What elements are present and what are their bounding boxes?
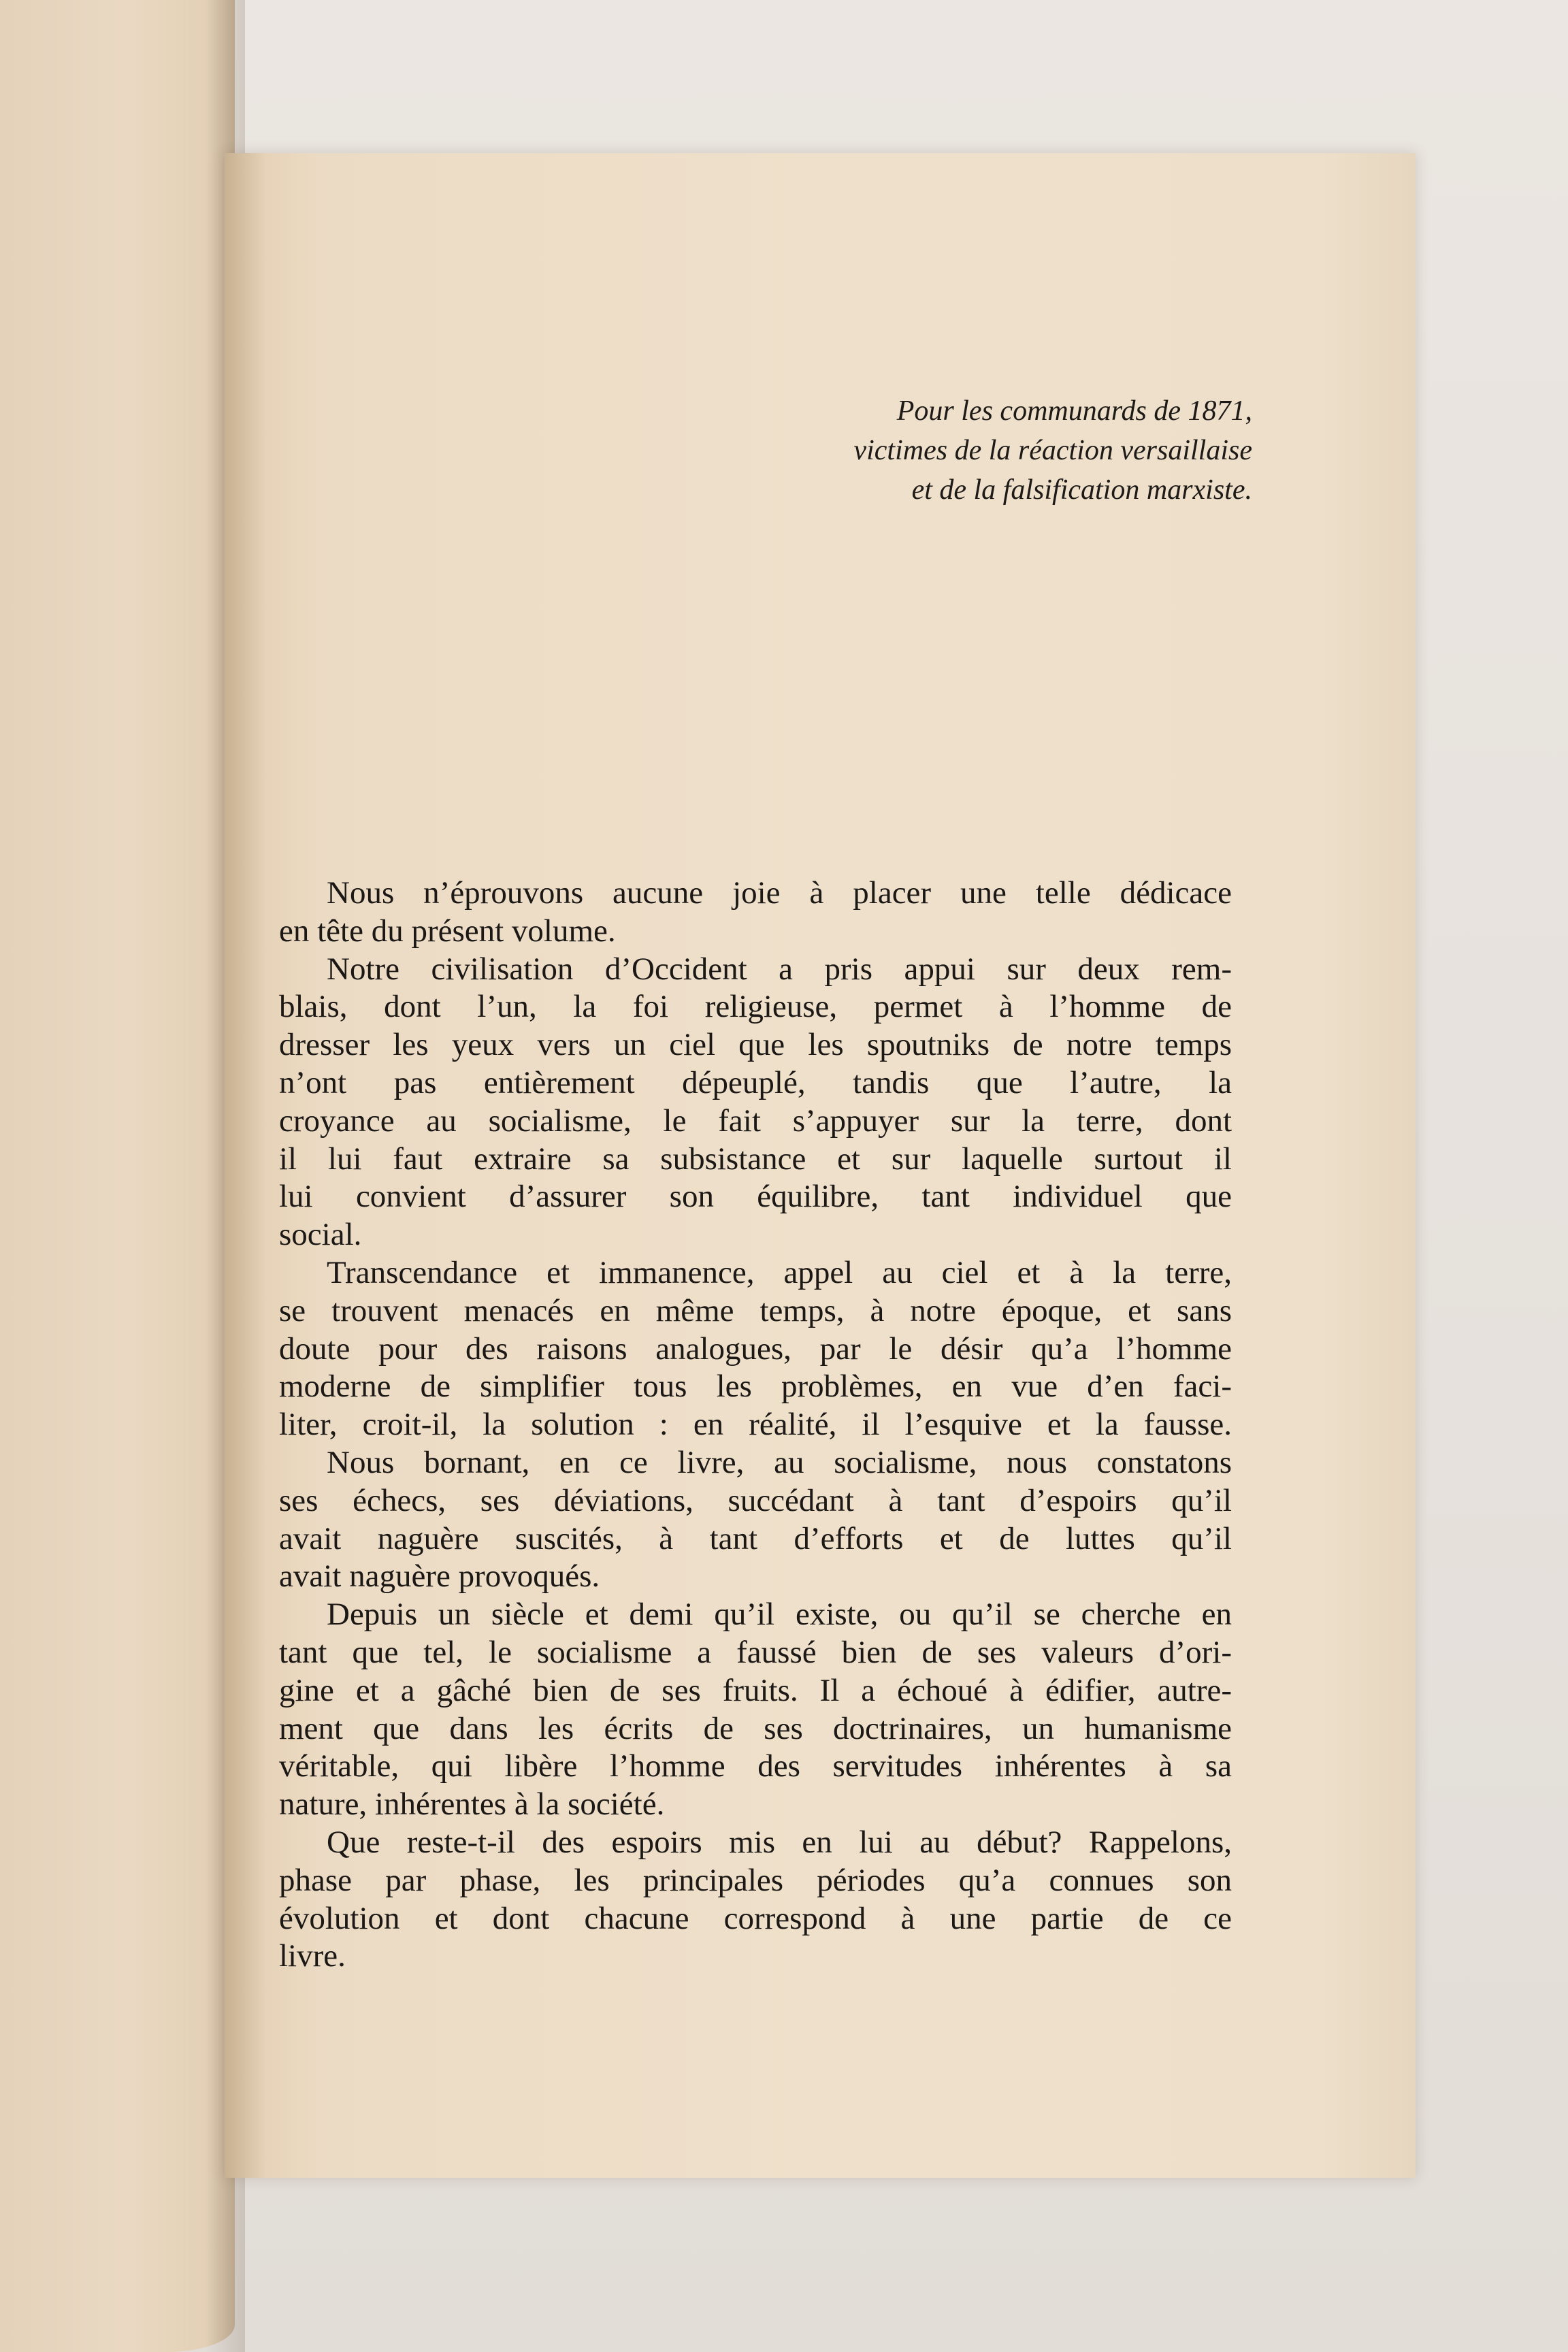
text-line: social.: [279, 1217, 362, 1253]
text-line: lui convient d’assurer son équilibre, tant individuel que: [279, 1179, 1232, 1215]
text-line: se trouvent menacés en même temps, à notre époque, et sans: [279, 1292, 1232, 1328]
text-line: doute pour des raisons analogues, par le désir qu’a l’homme: [279, 1330, 1232, 1367]
text-line: Notre civilisation d’Occident a pris appui sur deux rem-: [327, 951, 1232, 987]
text-line: ment que dans les écrits de ses doctrinaires, un humanisme: [279, 1710, 1232, 1746]
text-line: avait naguère suscités, à tant d’efforts et de luttes qu’il: [279, 1520, 1232, 1556]
text-line: blais, dont l’un, la foi religieuse, permet à l’homme de: [279, 989, 1232, 1025]
text-line: véritable, qui libère l’homme des servitudes inhérentes à sa: [279, 1748, 1232, 1784]
text-line: il lui faut extraire sa subsistance et sur laquelle surtout il: [279, 1141, 1232, 1177]
page-gutter: [225, 153, 265, 2178]
text-line: avait naguère provoqués.: [279, 1558, 600, 1595]
text-line: ses échecs, ses déviations, succédant à tant d’espoirs qu’il: [279, 1482, 1232, 1518]
text-line: Que reste-t-il des espoirs mis en lui au début? Rappelons,: [327, 1824, 1232, 1860]
text-line: croyance au socialisme, le fait s’appuyer sur la terre, dont: [279, 1102, 1232, 1139]
text-line: Transcendance et immanence, appel au ciel et à la terre,: [327, 1254, 1232, 1290]
text-line: en tête du présent volume.: [279, 913, 616, 949]
text-line: Depuis un siècle et demi qu’il existe, ou qu’il se cherche en: [327, 1597, 1232, 1633]
text-line: évolution et dont chacune correspond à une partie de ce: [279, 1900, 1232, 1936]
text-line: n’ont pas entièrement dépeuplé, tandis que l’autre, la: [279, 1064, 1232, 1100]
text-line: tant que tel, le socialisme a faussé bien de ses valeurs d’ori-: [279, 1634, 1232, 1670]
dedication-line: victimes de la réaction versaillaise: [853, 435, 1252, 466]
text-line: dresser les yeux vers un ciel que les spoutniks de notre temps: [279, 1027, 1232, 1063]
text-line: liter, croit-il, la solution : en réalité, il l’esquive et la fausse.: [279, 1407, 1232, 1443]
text-line: Nous n’éprouvons aucune joie à placer une telle dédicace: [327, 875, 1232, 911]
text-line: gine et a gâché bien de ses fruits. Il a échoué à édifier, autre-: [279, 1672, 1232, 1708]
body-text: [279, 875, 1232, 1976]
text-line: livre.: [279, 1938, 346, 1974]
left-page-edge: [0, 0, 235, 2352]
text-line: nature, inhérentes à la société.: [279, 1786, 665, 1823]
dedication: [708, 391, 1252, 510]
dedication-line: et de la falsification marxiste.: [911, 474, 1252, 506]
text-line: Nous bornant, en ce livre, au socialisme, nous constatons: [327, 1444, 1232, 1480]
text-line: moderne de simplifier tous les problèmes, en vue d’en faci-: [279, 1369, 1232, 1405]
dedication-line: Pour les communards de 1871,: [896, 395, 1252, 427]
text-line: phase par phase, les principales périodes qu’a connues son: [279, 1862, 1232, 1898]
